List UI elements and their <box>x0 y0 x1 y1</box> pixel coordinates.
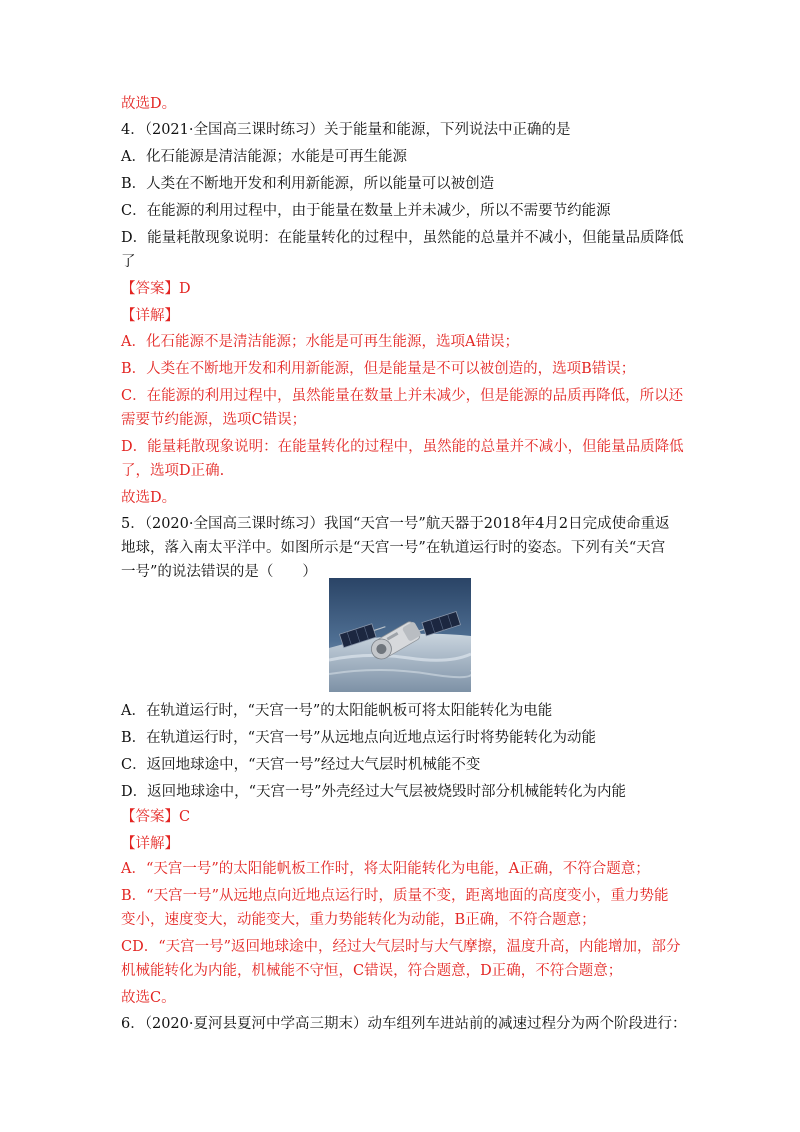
tiangong-1-image <box>329 578 471 692</box>
q4-option-d-continued: 了 <box>121 254 136 270</box>
q4-option-c: C．在能源的利用过程中，由于能量在数量上并未减少，所以不需要节约能源 <box>121 203 611 219</box>
q4-conclusion: 故选D。 <box>121 490 177 506</box>
q4-explanation-b: B．人类在不断地开发和利用新能源，但是能量是不可以被创造的，选项B错误； <box>121 361 636 377</box>
q4-detail-label: 【详解】 <box>121 308 179 324</box>
q5-answer-label: 【答案】 <box>121 809 179 825</box>
q4-explanation-d: D．能量耗散现象说明：在能量转化的过程中，虽然能的总量并不减小，但能量品质降低 <box>121 439 684 455</box>
q4-answer-value: D <box>179 281 191 297</box>
q5-conclusion: 故选C。 <box>121 990 176 1006</box>
q5-explanation-a: A．“天宫一号”的太阳能帆板工作时，将太阳能转化为电能，A正确，不符合题意； <box>121 861 650 877</box>
q5-stem-line2: 地球，落入南太平洋中。如图所示是“天宫一号”在轨道运行时的姿态。下列有关“天宫 <box>121 540 666 556</box>
q4-option-d: D．能量耗散现象说明：在能量转化的过程中，虽然能的总量并不减小，但能量品质降低 <box>121 230 684 246</box>
q5-explanation-cd-continued: 机械能转化为内能，机械能不守恒，C错误，符合题意，D正确，不符合题意； <box>121 963 623 979</box>
q5-explanation-b: B．“天宫一号”从远地点向近地点运行时，质量不变，距离地面的高度变小，重力势能 <box>121 888 669 904</box>
q4-answer <box>121 279 191 299</box>
q5-option-a: A．在轨道运行时，“天宫一号”的太阳能帆板可将太阳能转化为电能 <box>121 703 553 719</box>
q4-answer-label: 【答案】 <box>121 281 179 297</box>
q5-stem-line3: 一号”的说法错误的是（ ） <box>121 564 317 580</box>
q4-explanation-c-continued: 需要节约能源，选项C错误； <box>121 412 307 428</box>
q5-option-d: D．返回地球途中，“天宫一号”外壳经过大气层被烧毁时部分机械能转化为内能 <box>121 784 626 800</box>
tiangong-1-illustration <box>329 578 471 692</box>
q4-explanation-a: A．化石能源不是清洁能源；水能是可再生能源，选项A错误； <box>121 334 519 350</box>
q4-option-a: A．化石能源是清洁能源；水能是可再生能源 <box>121 149 407 165</box>
q5-explanation-b-continued: 变小，速度变大，动能变大，重力势能转化为动能，B正确，不符合题意； <box>121 912 596 928</box>
q5-explanation-cd: CD．“天宫一号”返回地球途中，经过大气层时与大气摩擦，温度升高，内能增加，部分 <box>121 939 681 955</box>
q5-answer-value: C <box>179 809 191 825</box>
q5-stem-line1: 5．（2020·全国高三课时练习）我国“天宫一号”航天器于2018年4月2日完成使命重返 <box>121 516 670 532</box>
q6-stem: 6．（2020·夏河县夏河中学高三期末）动车组列车进站前的减速过程分为两个阶段进行： <box>121 1016 687 1032</box>
previous-conclusion: 故选D。 <box>121 96 177 112</box>
q4-stem: 4．（2021·全国高三课时练习）关于能量和能源，下列说法中正确的是 <box>121 122 571 138</box>
q5-option-b: B．在轨道运行时，“天宫一号”从远地点向近地点运行时将势能转化为动能 <box>121 730 596 746</box>
q4-option-b: B．人类在不断地开发和利用新能源，所以能量可以被创造 <box>121 176 495 192</box>
q5-detail-label: 【详解】 <box>121 836 179 852</box>
q4-explanation-c: C．在能源的利用过程中，虽然能量在数量上并未减少，但是能源的品质再降低，所以还 <box>121 388 684 404</box>
q5-option-c: C．返回地球途中，“天宫一号”经过大气层时机械能不变 <box>121 757 481 773</box>
q5-answer <box>121 807 190 827</box>
q4-explanation-d-continued: 了，选项D正确. <box>121 463 225 479</box>
